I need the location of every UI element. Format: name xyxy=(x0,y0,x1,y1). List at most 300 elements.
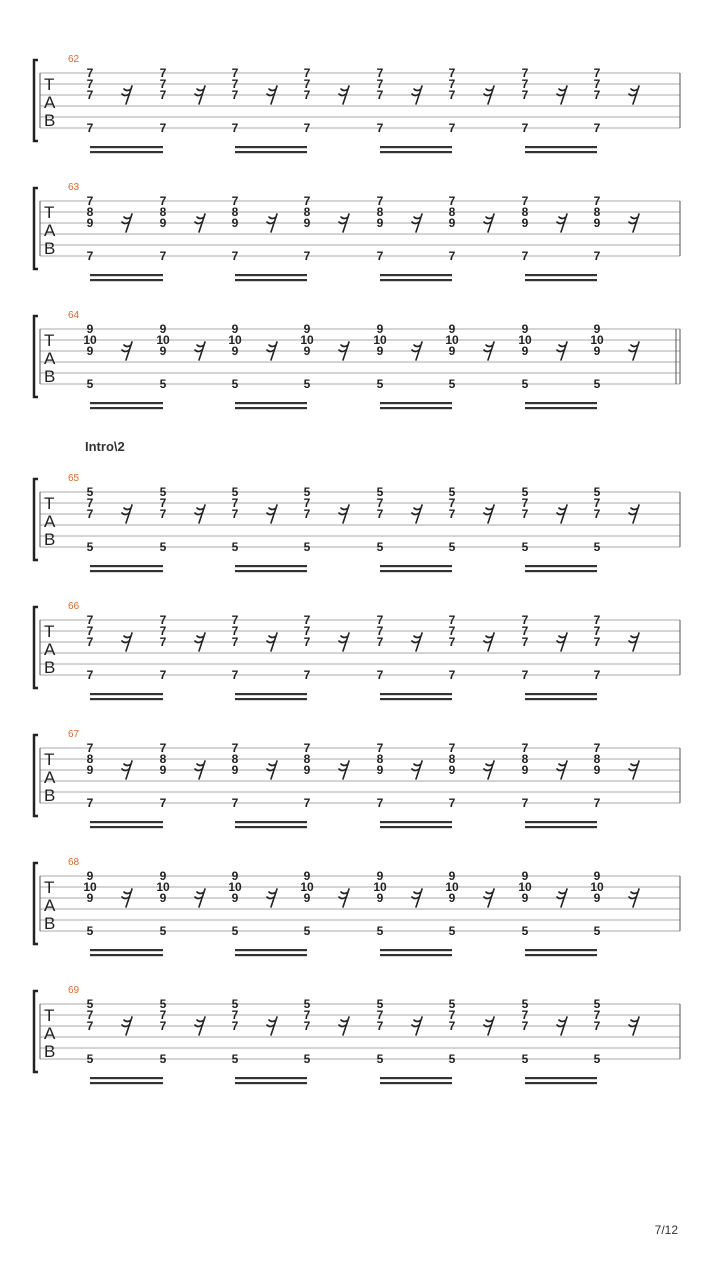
fret-number: 9 xyxy=(593,216,601,230)
fret-number: 7 xyxy=(231,1008,239,1022)
fret-number: 8 xyxy=(231,752,239,766)
tab-clef-letter: B xyxy=(44,1042,56,1061)
fret-number: 7 xyxy=(86,1008,94,1022)
bass-fret-number: 7 xyxy=(521,121,529,135)
beam-secondary xyxy=(525,1082,597,1084)
fret-number: 7 xyxy=(593,613,601,627)
fret-number: 9 xyxy=(231,216,239,230)
beam-secondary xyxy=(525,570,597,572)
fret-number: 5 xyxy=(376,997,384,1011)
tab-clef-letter: A xyxy=(44,93,56,112)
fret-number: 7 xyxy=(521,624,529,638)
fret-number: 7 xyxy=(86,66,94,80)
bass-fret-number: 5 xyxy=(86,540,94,554)
fret-number: 7 xyxy=(448,66,456,80)
fret-number: 9 xyxy=(376,869,384,883)
fret-number: 7 xyxy=(521,194,529,208)
bass-fret-number: 5 xyxy=(376,540,384,554)
fret-number: 7 xyxy=(448,507,456,521)
bass-fret-number: 7 xyxy=(159,796,167,810)
bass-fret-number: 5 xyxy=(448,924,456,938)
tab-clef-letter: T xyxy=(44,75,55,94)
fret-number: 7 xyxy=(159,194,167,208)
beam-secondary xyxy=(90,698,163,700)
fret-number: 7 xyxy=(521,77,529,91)
system-bracket xyxy=(34,863,38,944)
fret-number: 7 xyxy=(593,507,601,521)
bass-fret-number: 7 xyxy=(303,121,311,135)
tab-clef-letter: A xyxy=(44,768,56,787)
fret-number: 9 xyxy=(448,763,456,777)
fret-number: 9 xyxy=(159,216,167,230)
beam-primary xyxy=(380,274,452,276)
beam-secondary xyxy=(380,698,452,700)
beam-primary xyxy=(235,565,307,567)
beam-primary xyxy=(525,565,597,567)
fret-number: 10 xyxy=(228,333,242,347)
beam-secondary xyxy=(235,151,307,153)
fret-number: 7 xyxy=(448,88,456,102)
fret-number: 7 xyxy=(593,194,601,208)
tab-clef-letter: B xyxy=(44,658,56,677)
fret-number: 7 xyxy=(376,1019,384,1033)
fret-number: 7 xyxy=(521,1019,529,1033)
fret-number: 9 xyxy=(448,216,456,230)
beam-primary xyxy=(525,146,597,148)
fret-number: 7 xyxy=(376,507,384,521)
fret-number: 7 xyxy=(231,77,239,91)
tab-clef-letter: T xyxy=(44,750,55,769)
beam-secondary xyxy=(235,407,307,409)
system-bracket xyxy=(34,991,38,1072)
bass-fret-number: 5 xyxy=(521,1052,529,1066)
beam-primary xyxy=(525,693,597,695)
fret-number: 7 xyxy=(159,624,167,638)
measure-number: 65 xyxy=(68,473,80,484)
fret-number: 10 xyxy=(445,333,459,347)
bass-fret-number: 5 xyxy=(86,377,94,391)
tab-system xyxy=(34,310,680,409)
fret-number: 7 xyxy=(448,741,456,755)
beam-secondary xyxy=(525,151,597,153)
tab-clef-letter: T xyxy=(44,1006,55,1025)
measure-number: 63 xyxy=(68,182,80,193)
fret-number: 7 xyxy=(303,741,311,755)
bass-fret-number: 7 xyxy=(593,668,601,682)
fret-number: 8 xyxy=(376,205,384,219)
fret-number: 7 xyxy=(231,496,239,510)
fret-number: 7 xyxy=(376,1008,384,1022)
fret-number: 9 xyxy=(521,216,529,230)
fret-number: 7 xyxy=(593,496,601,510)
tab-clef-letter: A xyxy=(44,221,56,240)
bass-fret-number: 7 xyxy=(231,796,239,810)
fret-number: 7 xyxy=(448,194,456,208)
fret-number: 10 xyxy=(373,880,387,894)
fret-number: 7 xyxy=(376,496,384,510)
fret-number: 8 xyxy=(159,205,167,219)
bass-fret-number: 5 xyxy=(593,540,601,554)
beam-primary xyxy=(90,274,163,276)
fret-number: 7 xyxy=(521,88,529,102)
fret-number: 8 xyxy=(159,752,167,766)
fret-number: 7 xyxy=(303,66,311,80)
fret-number: 7 xyxy=(303,1019,311,1033)
bass-fret-number: 7 xyxy=(231,121,239,135)
bass-fret-number: 5 xyxy=(448,540,456,554)
beam-primary xyxy=(90,565,163,567)
fret-number: 7 xyxy=(86,741,94,755)
fret-number: 5 xyxy=(521,485,529,499)
fret-number: 5 xyxy=(231,485,239,499)
fret-number: 9 xyxy=(593,869,601,883)
fret-number: 7 xyxy=(521,635,529,649)
fret-number: 7 xyxy=(231,507,239,521)
measure-number: 67 xyxy=(68,729,80,740)
fret-number: 10 xyxy=(228,880,242,894)
beam-secondary xyxy=(380,826,452,828)
bass-fret-number: 7 xyxy=(448,121,456,135)
bass-fret-number: 5 xyxy=(86,1052,94,1066)
beam-primary xyxy=(235,146,307,148)
tab-clef-letter: T xyxy=(44,494,55,513)
fret-number: 7 xyxy=(159,507,167,521)
beam-primary xyxy=(380,821,452,823)
fret-number: 5 xyxy=(159,485,167,499)
tab-system xyxy=(34,985,680,1084)
fret-number: 7 xyxy=(159,741,167,755)
beam-primary xyxy=(90,1077,163,1079)
fret-number: 7 xyxy=(303,88,311,102)
beam-secondary xyxy=(525,826,597,828)
fret-number: 8 xyxy=(303,205,311,219)
beam-primary xyxy=(235,1077,307,1079)
fret-number: 8 xyxy=(593,205,601,219)
fret-number: 9 xyxy=(303,344,311,358)
fret-number: 7 xyxy=(593,741,601,755)
beam-secondary xyxy=(235,570,307,572)
fret-number: 7 xyxy=(86,88,94,102)
fret-number: 9 xyxy=(231,322,239,336)
tab-clef-letter: T xyxy=(44,622,55,641)
bass-fret-number: 7 xyxy=(86,249,94,263)
beam-primary xyxy=(380,402,452,404)
bass-fret-number: 7 xyxy=(376,796,384,810)
measure-number: 66 xyxy=(68,601,80,612)
bass-fret-number: 7 xyxy=(521,668,529,682)
fret-number: 7 xyxy=(159,66,167,80)
beam-secondary xyxy=(235,954,307,956)
fret-number: 7 xyxy=(376,66,384,80)
fret-number: 7 xyxy=(303,77,311,91)
fret-number: 9 xyxy=(593,763,601,777)
bass-fret-number: 5 xyxy=(593,377,601,391)
fret-number: 7 xyxy=(86,635,94,649)
beam-secondary xyxy=(235,826,307,828)
beam-secondary xyxy=(90,826,163,828)
bass-fret-number: 7 xyxy=(159,249,167,263)
fret-number: 10 xyxy=(590,880,604,894)
fret-number: 9 xyxy=(303,891,311,905)
fret-number: 7 xyxy=(303,1008,311,1022)
fret-number: 9 xyxy=(159,763,167,777)
fret-number: 10 xyxy=(300,333,314,347)
fret-number: 7 xyxy=(593,635,601,649)
tab-clef-letter: T xyxy=(44,203,55,222)
fret-number: 9 xyxy=(448,891,456,905)
bass-fret-number: 5 xyxy=(231,540,239,554)
system-bracket xyxy=(34,479,38,560)
tab-clef-letter: B xyxy=(44,239,56,258)
tab-clef-letter: B xyxy=(44,111,56,130)
measure-number: 69 xyxy=(68,985,80,996)
beam-primary xyxy=(90,146,163,148)
bass-fret-number: 7 xyxy=(159,121,167,135)
fret-number: 9 xyxy=(231,344,239,358)
fret-number: 9 xyxy=(448,322,456,336)
beam-secondary xyxy=(90,407,163,409)
fret-number: 8 xyxy=(593,752,601,766)
bass-fret-number: 5 xyxy=(593,1052,601,1066)
bass-fret-number: 5 xyxy=(376,377,384,391)
fret-number: 7 xyxy=(376,88,384,102)
fret-number: 7 xyxy=(303,635,311,649)
beam-secondary xyxy=(90,151,163,153)
fret-number: 9 xyxy=(86,344,94,358)
tab-clef-letter: B xyxy=(44,914,56,933)
bass-fret-number: 5 xyxy=(231,1052,239,1066)
fret-number: 7 xyxy=(231,194,239,208)
tab-system xyxy=(34,182,680,281)
fret-number: 7 xyxy=(303,613,311,627)
bass-fret-number: 5 xyxy=(231,377,239,391)
bass-fret-number: 7 xyxy=(159,668,167,682)
beam-primary xyxy=(235,693,307,695)
fret-number: 7 xyxy=(159,77,167,91)
bass-fret-number: 7 xyxy=(303,249,311,263)
bass-fret-number: 7 xyxy=(593,121,601,135)
bass-fret-number: 7 xyxy=(303,796,311,810)
bass-fret-number: 7 xyxy=(521,796,529,810)
fret-number: 9 xyxy=(86,891,94,905)
fret-number: 7 xyxy=(593,1008,601,1022)
fret-number: 8 xyxy=(231,205,239,219)
fret-number: 7 xyxy=(159,1008,167,1022)
bass-fret-number: 5 xyxy=(448,1052,456,1066)
beam-primary xyxy=(380,693,452,695)
bass-fret-number: 7 xyxy=(593,249,601,263)
fret-number: 9 xyxy=(159,869,167,883)
bass-fret-number: 7 xyxy=(521,249,529,263)
fret-number: 5 xyxy=(521,997,529,1011)
beam-primary xyxy=(525,949,597,951)
bass-fret-number: 7 xyxy=(448,668,456,682)
fret-number: 5 xyxy=(231,997,239,1011)
fret-number: 9 xyxy=(376,216,384,230)
beam-secondary xyxy=(525,407,597,409)
beam-secondary xyxy=(380,954,452,956)
tab-system xyxy=(34,601,680,700)
bass-fret-number: 7 xyxy=(86,668,94,682)
beam-primary xyxy=(235,949,307,951)
beam-primary xyxy=(90,821,163,823)
fret-number: 9 xyxy=(159,344,167,358)
fret-number: 8 xyxy=(448,752,456,766)
bass-fret-number: 5 xyxy=(521,540,529,554)
fret-number: 7 xyxy=(376,77,384,91)
fret-number: 5 xyxy=(593,997,601,1011)
fret-number: 7 xyxy=(448,635,456,649)
fret-number: 8 xyxy=(521,752,529,766)
fret-number: 7 xyxy=(303,496,311,510)
beam-primary xyxy=(525,821,597,823)
beam-primary xyxy=(525,402,597,404)
fret-number: 10 xyxy=(156,880,170,894)
fret-number: 7 xyxy=(376,613,384,627)
bass-fret-number: 7 xyxy=(86,121,94,135)
section-marker: Intro\2 xyxy=(85,439,125,454)
fret-number: 7 xyxy=(521,507,529,521)
fret-number: 7 xyxy=(86,507,94,521)
beam-primary xyxy=(525,1077,597,1079)
tab-system xyxy=(34,473,680,572)
beam-secondary xyxy=(90,954,163,956)
beam-primary xyxy=(90,949,163,951)
fret-number: 7 xyxy=(448,613,456,627)
bass-fret-number: 5 xyxy=(303,377,311,391)
fret-number: 7 xyxy=(303,194,311,208)
bass-fret-number: 5 xyxy=(303,540,311,554)
fret-number: 9 xyxy=(376,344,384,358)
beam-secondary xyxy=(525,954,597,956)
fret-number: 9 xyxy=(303,216,311,230)
fret-number: 7 xyxy=(448,624,456,638)
fret-number: 9 xyxy=(521,344,529,358)
beam-primary xyxy=(235,821,307,823)
tab-clef-letter: B xyxy=(44,367,56,386)
bass-fret-number: 7 xyxy=(376,249,384,263)
fret-number: 7 xyxy=(448,496,456,510)
fret-number: 7 xyxy=(159,613,167,627)
bass-fret-number: 5 xyxy=(376,1052,384,1066)
fret-number: 9 xyxy=(593,891,601,905)
bass-fret-number: 7 xyxy=(448,796,456,810)
beam-secondary xyxy=(90,570,163,572)
fret-number: 8 xyxy=(303,752,311,766)
fret-number: 7 xyxy=(448,1008,456,1022)
system-bracket xyxy=(34,735,38,816)
fret-number: 7 xyxy=(231,624,239,638)
beam-primary xyxy=(525,274,597,276)
fret-number: 9 xyxy=(448,869,456,883)
bass-fret-number: 5 xyxy=(448,377,456,391)
fret-number: 9 xyxy=(376,891,384,905)
tab-clef-letter: B xyxy=(44,786,56,805)
bass-fret-number: 5 xyxy=(593,924,601,938)
bass-fret-number: 7 xyxy=(376,121,384,135)
fret-number: 9 xyxy=(86,869,94,883)
tab-clef-letter: T xyxy=(44,878,55,897)
fret-number: 9 xyxy=(86,216,94,230)
beam-secondary xyxy=(90,279,163,281)
fret-number: 7 xyxy=(159,1019,167,1033)
beam-secondary xyxy=(380,570,452,572)
fret-number: 9 xyxy=(376,322,384,336)
fret-number: 9 xyxy=(86,763,94,777)
fret-number: 10 xyxy=(300,880,314,894)
fret-number: 9 xyxy=(593,344,601,358)
fret-number: 7 xyxy=(303,624,311,638)
fret-number: 7 xyxy=(231,635,239,649)
fret-number: 10 xyxy=(373,333,387,347)
fret-number: 10 xyxy=(445,880,459,894)
fret-number: 9 xyxy=(448,344,456,358)
tab-clef-letter: A xyxy=(44,512,56,531)
bass-fret-number: 5 xyxy=(521,924,529,938)
bass-fret-number: 7 xyxy=(231,668,239,682)
fret-number: 7 xyxy=(376,635,384,649)
beam-secondary xyxy=(380,151,452,153)
fret-number: 7 xyxy=(159,496,167,510)
fret-number: 10 xyxy=(83,333,97,347)
fret-number: 7 xyxy=(593,88,601,102)
fret-number: 7 xyxy=(231,66,239,80)
fret-number: 10 xyxy=(518,333,532,347)
fret-number: 7 xyxy=(159,88,167,102)
beam-secondary xyxy=(235,698,307,700)
bass-fret-number: 7 xyxy=(593,796,601,810)
fret-number: 9 xyxy=(521,869,529,883)
fret-number: 8 xyxy=(448,205,456,219)
tab-system xyxy=(34,54,680,153)
fret-number: 10 xyxy=(518,880,532,894)
fret-number: 9 xyxy=(231,763,239,777)
beam-primary xyxy=(235,274,307,276)
fret-number: 9 xyxy=(303,869,311,883)
tab-system xyxy=(34,857,680,956)
fret-number: 5 xyxy=(448,485,456,499)
page-number: 7/12 xyxy=(654,1223,678,1237)
fret-number: 7 xyxy=(86,1019,94,1033)
fret-number: 7 xyxy=(521,496,529,510)
fret-number: 7 xyxy=(448,77,456,91)
fret-number: 8 xyxy=(86,205,94,219)
fret-number: 8 xyxy=(376,752,384,766)
fret-number: 7 xyxy=(521,741,529,755)
fret-number: 9 xyxy=(376,763,384,777)
fret-number: 5 xyxy=(376,485,384,499)
fret-number: 5 xyxy=(593,485,601,499)
beam-secondary xyxy=(525,279,597,281)
system-bracket xyxy=(34,188,38,269)
bass-fret-number: 7 xyxy=(303,668,311,682)
fret-number: 7 xyxy=(159,635,167,649)
bass-fret-number: 5 xyxy=(376,924,384,938)
fret-number: 7 xyxy=(521,1008,529,1022)
fret-number: 7 xyxy=(86,77,94,91)
bass-fret-number: 7 xyxy=(376,668,384,682)
fret-number: 7 xyxy=(376,194,384,208)
measure-number: 62 xyxy=(68,54,80,65)
beam-primary xyxy=(90,693,163,695)
beam-secondary xyxy=(380,279,452,281)
fret-number: 5 xyxy=(448,997,456,1011)
fret-number: 8 xyxy=(521,205,529,219)
measure-number: 68 xyxy=(68,857,80,868)
fret-number: 7 xyxy=(521,66,529,80)
beam-secondary xyxy=(235,279,307,281)
fret-number: 7 xyxy=(303,507,311,521)
